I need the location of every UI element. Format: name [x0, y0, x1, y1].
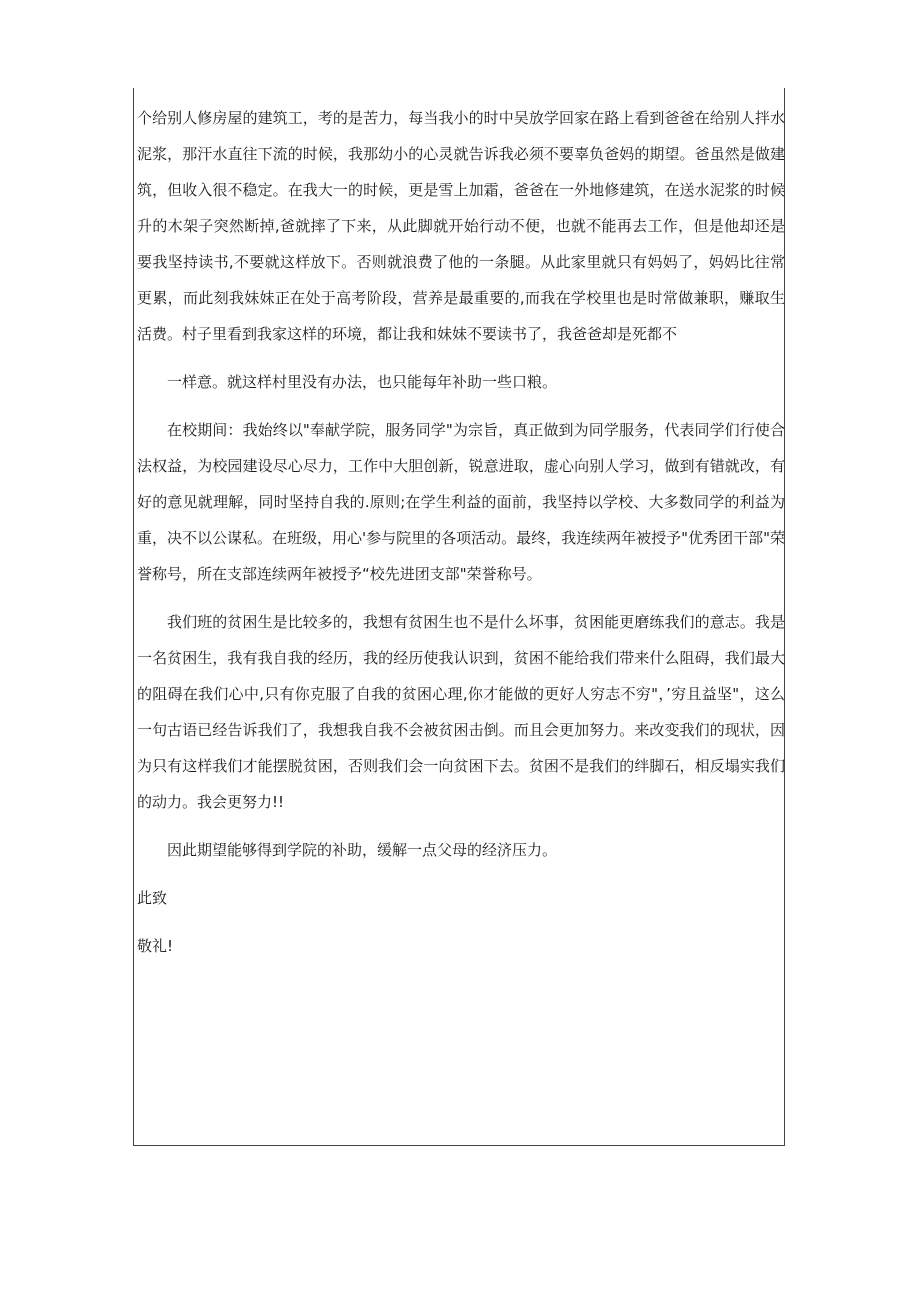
paragraph-village-aid: 一样意。就这样村里没有办法，也只能每年补助一些口粮。 — [167, 373, 558, 391]
paragraph-poverty-reflection: 我们班的贫困生是比较多的，我想有贫困生也不是什么坏事，贫困能更磨练我们的意志。我是一名贫困生，我有我自我的经历，我的经历使我认识到，贫困不能给我们带来什么阻碍，我们最大的阻碍在我们心中,只有你克服了自我的贫困心理,你才能做的更好人穷志不穷"，’穷且益坚"，这么一句古语已经告诉我们了，我想我自我不会被贫困击倒。而且会更加努力。来改变我们的现状，因为只有这样我们才能摆脱贫困，否则我们会一向贫困下去。贫困不是我们的绊脚石，相反塌实我们的动力。我会更努力!! — [137, 613, 785, 811]
letter-body — [137, 100, 785, 964]
paragraph-family-story: 个给别人修房屋的建筑工，考的是苦力，每当我小的时中吴放学回家在路上看到爸爸在给别人拌水泥浆，那汗水直往下流的时候，我那幼小的心灵就告诉我必须不要辜负爸妈的期望。爸虽然是做建筑，但收入很不稳定。在我大一的时候，更是雪上加霜，爸爸在一外地修建筑，在送水泥浆的时候升的木架子突然断掉,爸就摔了下来，从此脚就开始行动不便，也就不能再去工作，但是他却还是要我坚持读书,不要就这样放下。否则就浪费了他的一条腿。从此家里就只有妈妈了，妈妈比往常更累，而此刻我妹妹正在处于高考阶段，营养是最重要的,而我在学校里也是时常做兼职，赚取生活费。村子里看到我家这样的环境，都让我和妹妹不要读书了，我爸爸却是死都不 — [137, 109, 785, 343]
closing-regards: 敬礼! — [137, 937, 174, 955]
closing-salutation: 此致 — [137, 889, 168, 907]
paragraph-request: 因此期望能够得到学院的补助，缓解一点父母的经济压力。 — [167, 841, 558, 859]
paragraph-school-service: 在校期间：我始终以"奉献学院，服务同学"为宗旨，真正做到为同学服务，代表同学们行使合法权益，为校园建设尽心尽力，工作中大胆创新，锐意进取，虚心向别人学习，做到有错就改，有好的意见就理解，同时坚持自我的.原则;在学生利益的面前，我坚持以学校、大多数同学的利益为重，决不以公谋私。在班级，用心'参与院里的各项活动。最终，我连续两年被授予"优秀团干部"荣誉称号，所在支部连续两年被授予“校先进团支部"荣誉称号。 — [137, 421, 785, 583]
